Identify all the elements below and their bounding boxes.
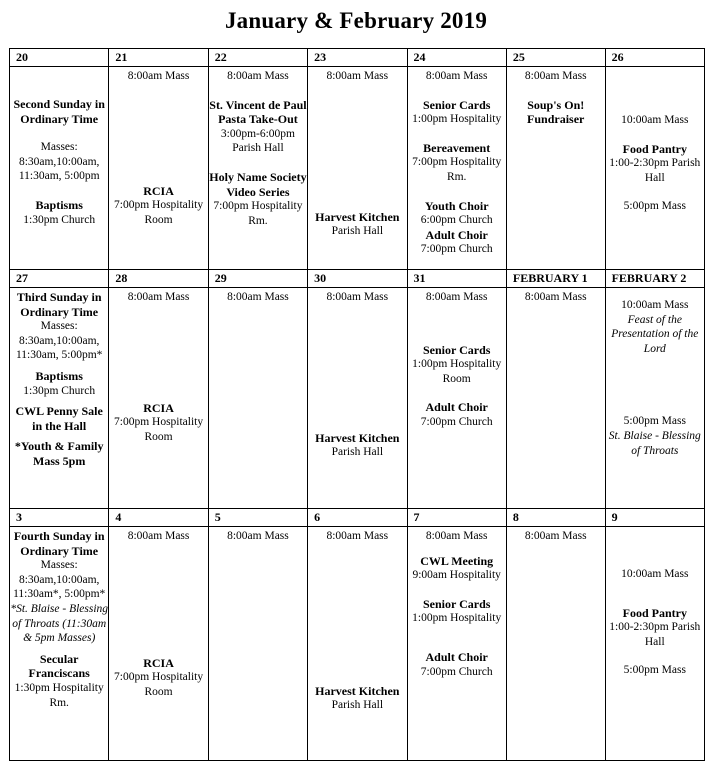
event-title: Adult Choir — [425, 649, 488, 664]
mass-time: 5:00pm Mass — [623, 664, 686, 677]
masses-times: 8:30am,10:00am, 11:30am, 5:00pm — [18, 155, 100, 183]
event-title: Food Pantry — [622, 605, 687, 620]
mass-time: 8:00am Mass — [524, 530, 587, 542]
event-details: 7:00pm Hospitality Rm. — [213, 200, 303, 227]
mass-time: 8:00am Mass — [326, 70, 389, 82]
event-title: Harvest Kitchen — [315, 209, 400, 224]
week-row — [10, 67, 705, 270]
event-title: *Youth & Family Mass 5pm — [14, 439, 104, 468]
event-title: Bereavement — [423, 140, 491, 155]
event-details: 7:00pm Hospitality Room — [114, 671, 204, 698]
mass-time: 10:00am Mass — [621, 299, 689, 311]
event-details: 1:00-2:30pm Parish Hall — [609, 157, 701, 184]
day-number: 7 — [407, 509, 506, 527]
day-cell — [308, 288, 407, 509]
mass-time: 5:00pm Mass — [623, 200, 686, 213]
event-title: CWL Meeting — [420, 553, 494, 568]
event-title: Senior Cards — [422, 97, 491, 112]
event-title: CWL Penny Sale in the Hall — [15, 404, 103, 433]
day-cell — [208, 67, 307, 270]
day-cell — [109, 288, 208, 509]
day-number: 8 — [506, 509, 605, 527]
day-cell — [407, 67, 506, 270]
event-details: 7:00pm Hospitality Rm. — [412, 156, 502, 183]
event-details: Parish Hall — [331, 446, 384, 459]
day-number: FEBRUARY 2 — [605, 270, 704, 288]
mass-time: 8:00am Mass — [425, 70, 488, 82]
day-number: 26 — [605, 49, 704, 67]
masses-label: Masses: — [40, 559, 78, 572]
day-cell — [506, 288, 605, 509]
day-number: 28 — [109, 270, 208, 288]
event-details: 3:00pm-6:00pm Parish Hall — [220, 127, 295, 155]
date-header-row — [10, 509, 705, 527]
mass-time: 10:00am Mass — [621, 568, 689, 580]
event-title: Youth Choir — [424, 198, 489, 213]
day-cell — [10, 527, 109, 761]
day-number: 22 — [208, 49, 307, 67]
mass-time: 8:00am Mass — [227, 291, 289, 303]
event-details: 7:00pm Church — [420, 415, 493, 428]
event-title: Adult Choir — [425, 400, 488, 415]
day-cell — [208, 288, 307, 509]
day-cell — [109, 527, 208, 761]
sunday-name: Second Sunday in Ordinary Time — [13, 97, 105, 126]
event-title: Baptisms — [35, 368, 83, 383]
day-cell — [10, 288, 109, 509]
day-cell — [407, 527, 506, 761]
sunday-name: Fourth Sunday in Ordinary Time — [13, 529, 105, 558]
mass-time: 8:00am Mass — [425, 530, 488, 542]
day-number: 25 — [506, 49, 605, 67]
mass-time: 10:00am Mass — [621, 114, 689, 126]
event-details: 1:30pm Church — [23, 213, 96, 226]
day-cell — [605, 288, 704, 509]
event-details: 1:00pm Hospitality — [412, 612, 502, 625]
day-cell — [10, 67, 109, 270]
mass-time: 8:00am Mass — [524, 70, 587, 82]
event-details: 9:00am Hospitality — [412, 569, 501, 582]
date-header-row — [10, 270, 705, 288]
event-details: 7:00pm Church — [420, 243, 493, 256]
day-number: 27 — [10, 270, 109, 288]
event-title: RCIA — [143, 183, 174, 198]
day-number: 5 — [208, 509, 307, 527]
event-title: Baptisms — [35, 197, 83, 212]
mass-time: 8:00am Mass — [227, 530, 289, 542]
mass-time: 8:00am Mass — [326, 291, 389, 303]
event-details: 1:00-2:30pm Parish Hall — [609, 621, 701, 648]
event-title: RCIA — [143, 400, 174, 415]
masses-label: Masses: — [40, 141, 78, 154]
event-title: Harvest Kitchen — [315, 683, 400, 698]
day-cell — [208, 527, 307, 761]
day-number: 4 — [109, 509, 208, 527]
mass-time: 8:00am Mass — [127, 291, 190, 303]
event-details: Parish Hall — [331, 699, 384, 712]
event-title: Food Pantry — [622, 141, 687, 156]
masses-label: Masses: — [40, 320, 78, 333]
event-details: 1:00pm Hospitality Room — [412, 358, 502, 385]
mass-time: 8:00am Mass — [127, 70, 190, 82]
event-title: Secular Franciscans — [28, 651, 90, 681]
event-title: RCIA — [143, 655, 174, 670]
day-cell — [308, 67, 407, 270]
mass-time: 5:00pm Mass — [623, 415, 686, 428]
day-number: 31 — [407, 270, 506, 288]
day-number: 20 — [10, 49, 109, 67]
day-number: 23 — [308, 49, 407, 67]
day-number: 9 — [605, 509, 704, 527]
mass-time: 8:00am Mass — [227, 70, 289, 82]
day-cell — [506, 67, 605, 270]
sunday-name: Third Sunday in Ordinary Time — [16, 290, 102, 319]
event-title: Holy Name Society Video Series — [209, 169, 307, 199]
event-title: St. Vincent de Paul Pasta Take-Out — [209, 97, 307, 127]
day-number: 21 — [109, 49, 208, 67]
masses-times: 8:30am,10:00am, 11:30am*, 5:00pm* — [13, 573, 106, 601]
event-details: 7:00pm Hospitality Room — [114, 416, 204, 443]
day-cell — [506, 527, 605, 761]
day-cell — [407, 288, 506, 509]
blessing-note: *St. Blaise - Blessing of Throats (11:30am & 5pm Masses) — [10, 602, 109, 645]
event-details: 6:00pm Church — [420, 214, 493, 227]
mass-time: 8:00am Mass — [524, 291, 587, 303]
day-number: 30 — [308, 270, 407, 288]
day-cell — [605, 67, 704, 270]
day-number: 6 — [308, 509, 407, 527]
event-details: Parish Hall — [331, 225, 384, 238]
day-cell — [605, 527, 704, 761]
event-details: 7:00pm Church — [420, 665, 493, 678]
week-row — [10, 527, 705, 761]
week-row — [10, 288, 705, 509]
mass-time: 8:00am Mass — [326, 530, 389, 542]
event-details: 1:30pm Hospitality Rm. — [14, 681, 104, 709]
day-number: FEBRUARY 1 — [506, 270, 605, 288]
day-cell — [109, 67, 208, 270]
day-number: 24 — [407, 49, 506, 67]
feast-note: St. Blaise - Blessing of Throats — [608, 429, 701, 457]
event-title: Harvest Kitchen — [315, 430, 400, 445]
mass-time: 8:00am Mass — [425, 291, 488, 303]
event-title: Senior Cards — [422, 596, 491, 611]
calendar-grid — [9, 48, 705, 761]
calendar-title: January & February 2019 — [224, 8, 488, 33]
event-details: 1:00pm Hospitality — [412, 113, 502, 126]
day-cell — [308, 527, 407, 761]
day-number: 3 — [10, 509, 109, 527]
event-title: Soup's On! Fundraiser — [527, 97, 585, 127]
event-details: 7:00pm Hospitality Room — [114, 199, 204, 226]
day-number: 29 — [208, 270, 307, 288]
date-header-row — [10, 49, 705, 67]
mass-time: 8:00am Mass — [127, 530, 190, 542]
event-title: Senior Cards — [422, 342, 491, 357]
feast-note: Feast of the Presentation of the Lord — [611, 313, 699, 355]
masses-times: 8:30am,10:00am, 11:30am, 5:00pm* — [15, 334, 103, 362]
event-details: 1:30pm Church — [23, 384, 96, 397]
event-title: Adult Choir — [425, 227, 488, 242]
